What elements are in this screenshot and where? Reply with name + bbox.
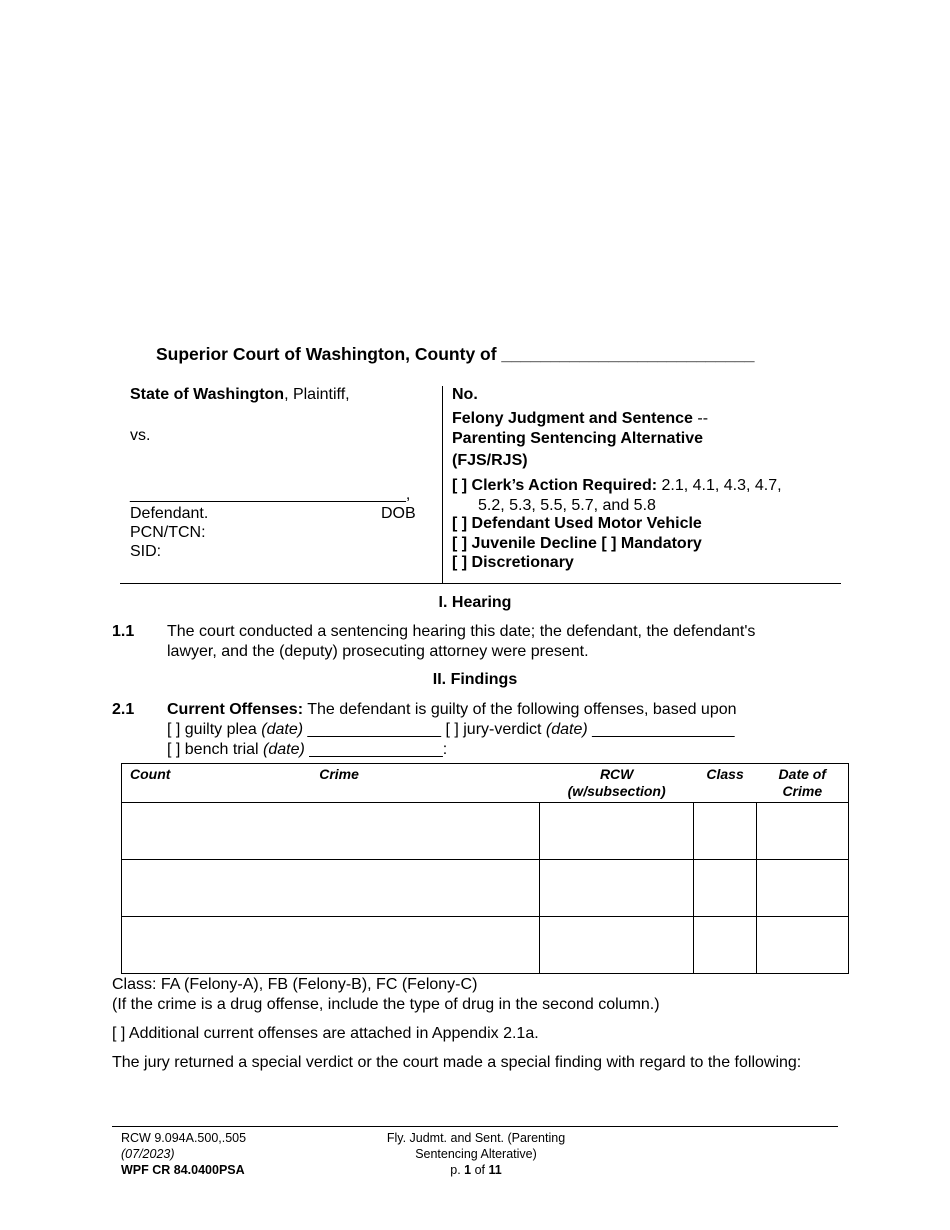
row-2-class[interactable] xyxy=(694,860,757,917)
page-number: p. 1 of 11 xyxy=(450,1163,502,1177)
footer-citation xyxy=(121,1130,246,1178)
header-rcw: RCW (w/subsection) xyxy=(540,764,694,803)
row-3-date[interactable] xyxy=(757,917,849,974)
class-note: Class: FA (Felony-A), FB (Felony-B), FC (Felony-C) xyxy=(112,976,478,993)
sid-label: SID: xyxy=(130,543,162,560)
discretionary-checkbox[interactable]: [ ] Discretionary xyxy=(452,554,574,571)
footer-form-number: WPF CR 84.0400PSA xyxy=(121,1163,245,1177)
plaintiff-role: , Plaintiff, xyxy=(284,386,350,403)
clerk-checkbox[interactable]: [ ] xyxy=(452,477,472,494)
clerk-action-label: Clerk’s Action Required: xyxy=(471,477,658,494)
drug-note: (If the crime is a drug offense, include the type of drug in the second column.) xyxy=(112,996,660,1013)
jury-verdict-checkbox[interactable]: [ ] jury-verdict xyxy=(445,721,546,738)
doc-title-line-1: Felony Judgment and Sentence xyxy=(452,410,693,427)
clerk-refs-2: 5.2, 5.3, 5.5, 5.7, and 5.8 xyxy=(478,497,656,514)
plaintiff-name: State of Washington xyxy=(130,386,285,403)
footer-title-2: Sentencing Alterative) xyxy=(415,1147,537,1161)
row-2-rcw[interactable] xyxy=(540,860,694,917)
row-1-rcw[interactable] xyxy=(540,803,694,860)
caption-divider xyxy=(442,386,443,583)
footer-rcw: RCW 9.094A.500,.505 xyxy=(121,1131,247,1145)
caption-bottom-rule xyxy=(120,583,841,584)
table-row xyxy=(122,803,849,860)
bench-trial-date-label: (date) xyxy=(263,741,305,758)
row-3-class[interactable] xyxy=(694,917,757,974)
section-1-1-number: 1.1 xyxy=(112,623,135,640)
footer-rule xyxy=(112,1126,838,1127)
motor-vehicle-checkbox[interactable]: [ ] Defendant Used Motor Vehicle xyxy=(452,515,702,532)
row-3-count-crime[interactable] xyxy=(122,917,540,974)
defendant-label: Defendant. xyxy=(130,505,209,522)
doc-title-dash: -- xyxy=(692,410,709,427)
row-2-count-crime[interactable] xyxy=(122,860,540,917)
footer-title-1: Fly. Judmt. and Sent. (Parenting xyxy=(386,1131,566,1145)
defendant-name-blank[interactable]: _______________________________, xyxy=(130,486,411,503)
header-count: Count xyxy=(122,764,282,803)
current-offenses-text xyxy=(167,700,737,760)
guilty-plea-date-label: (date) xyxy=(261,721,304,738)
current-offenses-label: Current Offenses: xyxy=(167,701,304,718)
document-title xyxy=(452,409,708,471)
current-offenses-table xyxy=(121,763,849,974)
section-2-1-number: 2.1 xyxy=(112,701,135,718)
row-1-class[interactable] xyxy=(694,803,757,860)
row-2-date[interactable] xyxy=(757,860,849,917)
footer-title xyxy=(360,1130,592,1178)
guilty-plea-date-blank[interactable]: _______________ xyxy=(303,721,446,738)
juvenile-decline-checkbox[interactable]: [ ] Juvenile Decline [ ] Mandatory xyxy=(452,535,702,552)
guilty-plea-checkbox[interactable]: [ ] guilty plea xyxy=(167,721,262,738)
header-class: Class xyxy=(694,764,757,803)
versus-label: vs. xyxy=(130,427,151,444)
bench-trial-checkbox[interactable]: [ ] bench trial xyxy=(167,741,264,758)
findings-heading: II. Findings xyxy=(432,671,518,688)
header-date-of-crime: Date of Crime xyxy=(757,764,849,803)
clerk-refs-1: 2.1, 4.1, 4.3, 4.7, xyxy=(657,477,782,494)
footer-date: (07/2023) xyxy=(121,1147,175,1161)
county-blank[interactable]: __________________________ xyxy=(501,344,755,364)
special-verdict-text: The jury returned a special verdict or the court made a special finding with regard to the following: xyxy=(112,1054,802,1071)
court-title-text: Superior Court of Washington, County of xyxy=(156,344,502,364)
table-row xyxy=(122,917,849,974)
header-crime: Crime xyxy=(281,764,540,803)
court-title xyxy=(156,344,754,365)
hearing-heading: I. Hearing xyxy=(438,594,512,611)
case-number-label: No. xyxy=(452,386,478,403)
pcn-tcn-label: PCN/TCN: xyxy=(130,524,206,541)
bench-trial-date-blank[interactable]: _______________: xyxy=(304,741,448,758)
doc-title-line-2: Parenting Sentencing Alternative xyxy=(452,430,704,447)
plaintiff-line xyxy=(130,386,350,404)
jury-verdict-date-label: (date) xyxy=(545,721,588,738)
row-1-count-crime[interactable] xyxy=(122,803,540,860)
row-1-date[interactable] xyxy=(757,803,849,860)
table-header-row xyxy=(122,764,849,803)
table-row xyxy=(122,860,849,917)
clerks-action-checkbox[interactable] xyxy=(452,476,782,516)
row-3-rcw[interactable] xyxy=(540,917,694,974)
additional-offenses-checkbox[interactable]: [ ] Additional current offenses are attached in Appendix 2.1a. xyxy=(112,1025,539,1042)
dob-label: DOB xyxy=(381,505,416,522)
current-offenses-desc: The defendant is guilty of the following offenses, based upon xyxy=(303,701,737,718)
jury-verdict-date-blank[interactable]: ________________ xyxy=(587,721,735,738)
hearing-text: The court conducted a sentencing hearing this date; the defendant, the defendant's lawyer, and the (deputy) prosecuting attorney were present. xyxy=(167,623,756,660)
doc-title-line-3: (FJS/RJS) xyxy=(452,452,528,469)
